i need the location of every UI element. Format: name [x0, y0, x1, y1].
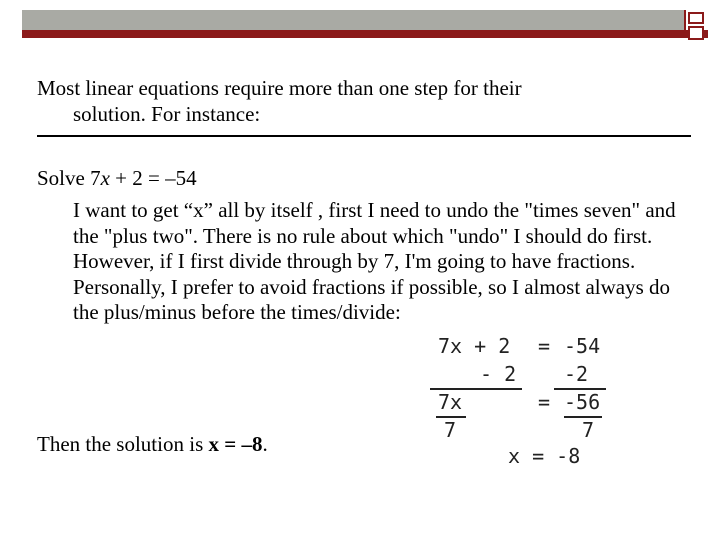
intro-line-1: Most linear equations require more than one step for their [37, 76, 522, 100]
row3-right: -56 [564, 390, 601, 414]
conclusion-period: . [262, 432, 268, 456]
header-red-band [22, 30, 708, 38]
divider-rule [37, 135, 691, 137]
row3-equals: = [538, 390, 551, 414]
header-square-bottom [688, 26, 704, 40]
row4-right: 7 [582, 418, 595, 442]
row2-right: -2 [564, 362, 589, 386]
header-divider [684, 10, 686, 38]
header-square-top [688, 12, 704, 24]
result-row: x = -8 [508, 444, 581, 468]
row4-left: 7 [444, 418, 457, 442]
problem-statement [37, 166, 197, 192]
problem-variable: x [100, 166, 110, 190]
intro-line-2: solution. For instance: [73, 101, 261, 126]
worked-equation [420, 334, 620, 474]
row1-left: 7x + 2 [438, 334, 511, 358]
solve-label: Solve 7 [37, 166, 101, 190]
row1-equals: = [538, 334, 551, 358]
conclusion-line [37, 432, 268, 458]
row3-left: 7x [438, 390, 463, 414]
intro-paragraph [37, 76, 677, 127]
explanation-paragraph: I want to get “x” all by itself , first I need to undo the "times seven" and the "plus two". There is no rule about which "undo" I should do first. However, if I first divide through by 7, I'm going to have fractions. Personally, I prefer to avoid fractions if possible, so I almost always do the plus/minus before the times/divide: [73, 198, 676, 324]
header-grey-band [22, 10, 684, 30]
conclusion-text: Then the solution is [37, 432, 209, 456]
row2-left: - 2 [480, 362, 517, 386]
problem-equation: + 2 = –54 [109, 166, 197, 190]
conclusion-answer: x = –8 [208, 432, 263, 456]
row1-right: -54 [564, 334, 601, 358]
